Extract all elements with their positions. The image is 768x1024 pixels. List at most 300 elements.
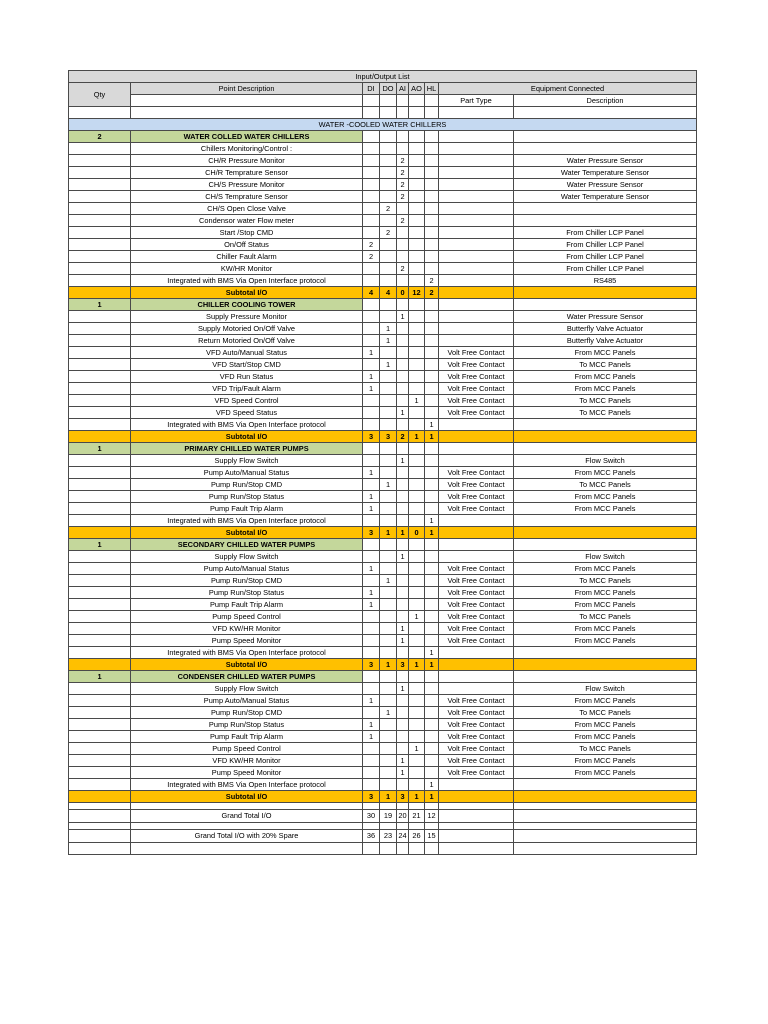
part-type-cell [439,167,514,179]
di-cell: 3 [363,431,380,443]
qty-cell [69,551,131,563]
empty-cell [380,823,397,830]
table-row [69,683,697,695]
equipment-description-cell [514,647,697,659]
hl-cell: 1 [425,659,439,671]
hl-cell [425,179,439,191]
do-cell [380,731,397,743]
part-type-cell [439,287,514,299]
di-cell: 36 [363,830,380,843]
do-cell [380,539,397,551]
ai-header: AI [397,83,409,95]
do-cell [380,719,397,731]
ai-cell: 2 [397,155,409,167]
equipment-description-cell: From MCC Panels [514,491,697,503]
point-description-cell: Pump Run/Stop CMD [131,707,363,719]
qty-cell [69,779,131,791]
part-type-cell: Volt Free Contact [439,467,514,479]
do-cell [380,167,397,179]
di-cell: 1 [363,347,380,359]
hl-cell: 1 [425,431,439,443]
table-row [69,215,697,227]
equipment-description-cell: Water Pressure Sensor [514,311,697,323]
ao-cell [409,251,425,263]
di-cell: 30 [363,810,380,823]
part-type-cell [439,311,514,323]
equipment-description-cell [514,659,697,671]
ao-cell [409,551,425,563]
hl-cell [425,683,439,695]
di-cell: 1 [363,491,380,503]
qty-cell [69,719,131,731]
part-type-cell: Volt Free Contact [439,599,514,611]
qty-cell [69,395,131,407]
do-cell [380,515,397,527]
do-cell: 2 [380,227,397,239]
ai-cell: 1 [397,311,409,323]
equipment-description-cell: From Chiller LCP Panel [514,227,697,239]
hl-cell [425,155,439,167]
ai-cell: 1 [397,767,409,779]
point-description-cell: VFD Start/Stop CMD [131,359,363,371]
ao-cell [409,563,425,575]
qty-cell [69,527,131,539]
part-type-cell: Volt Free Contact [439,707,514,719]
equipment-description-cell: To MCC Panels [514,575,697,587]
part-type-cell: Volt Free Contact [439,767,514,779]
part-type-cell [439,659,514,671]
ao-cell [409,335,425,347]
table-row [69,275,697,287]
part-type-cell [439,335,514,347]
equipment-description-cell: From MCC Panels [514,503,697,515]
equipment-description-cell [514,431,697,443]
point-description-cell: CH/S Pressure Monitor [131,179,363,191]
ao-cell [409,215,425,227]
qty-cell [69,335,131,347]
equipment-description-cell: To MCC Panels [514,359,697,371]
point-description-cell: Integrated with BMS Via Open Interface protocol [131,419,363,431]
hl-cell [425,215,439,227]
empty-cell [131,843,363,855]
qty-cell [69,755,131,767]
qty-cell [69,611,131,623]
point-description-header: Point Description [131,83,363,95]
qty-cell [69,743,131,755]
part-type-cell [439,227,514,239]
table-row [69,599,697,611]
subheader-row [69,95,697,107]
point-description-cell: Integrated with BMS Via Open Interface protocol [131,515,363,527]
point-description-cell: Grand Total I/O [131,810,363,823]
empty-cell [439,823,514,830]
hl-cell [425,443,439,455]
part-type-cell [439,443,514,455]
qty-cell [69,491,131,503]
point-description-cell: Pump Run/Stop Status [131,491,363,503]
table-row [69,155,697,167]
equipment-description-cell [514,515,697,527]
part-type-cell [439,419,514,431]
subtotal-row [69,527,697,539]
part-type-cell: Volt Free Contact [439,491,514,503]
do-cell [380,455,397,467]
equipment-description-cell: Butterfly Valve Actuator [514,323,697,335]
point-description-cell: Pump Auto/Manual Status [131,695,363,707]
ai-cell: 1 [397,755,409,767]
hl-cell [425,767,439,779]
io-list-table [68,70,697,855]
do-cell [380,647,397,659]
do-cell [380,779,397,791]
point-description-cell: VFD Speed Status [131,407,363,419]
do-header: DO [380,83,397,95]
equipment-description-cell [514,203,697,215]
di-cell [363,455,380,467]
table-row [69,479,697,491]
ai-cell [397,671,409,683]
table-row [69,227,697,239]
qty-cell [69,731,131,743]
di-cell [363,575,380,587]
point-description-cell: VFD Speed Control [131,395,363,407]
ai-cell [397,203,409,215]
di-cell [363,767,380,779]
qty-cell [69,179,131,191]
point-description-cell: SECONDARY CHILLED WATER PUMPS [131,539,363,551]
subtotal-row [69,659,697,671]
table-row [69,767,697,779]
table-row [69,719,697,731]
point-description-cell: Integrated with BMS Via Open Interface protocol [131,275,363,287]
ao-cell [409,239,425,251]
di-cell [363,215,380,227]
point-description-cell: Subtotal I/O [131,431,363,443]
spacer-row [69,803,697,810]
point-description-cell: VFD Trip/Fault Alarm [131,383,363,395]
qty-cell [69,191,131,203]
di-cell [363,179,380,191]
ao-cell [409,575,425,587]
hl-cell: 1 [425,779,439,791]
di-cell: 1 [363,719,380,731]
do-cell [380,503,397,515]
ai-cell [397,383,409,395]
part-type-cell [439,143,514,155]
di-cell: 4 [363,287,380,299]
empty-cell [131,803,363,810]
qty-cell [69,563,131,575]
point-description-cell: VFD KW/HR Monitor [131,755,363,767]
do-cell [380,299,397,311]
equipment-description-cell [514,791,697,803]
part-type-cell: Volt Free Contact [439,575,514,587]
point-description-cell: Supply Pressure Monitor [131,311,363,323]
table-row [69,695,697,707]
hl-cell [425,407,439,419]
ai-cell: 1 [397,455,409,467]
do-cell [380,251,397,263]
point-description-cell: Pump Run/Stop CMD [131,575,363,587]
ai-cell: 2 [397,179,409,191]
ai-cell: 2 [397,167,409,179]
ai-cell [397,371,409,383]
do-cell [380,635,397,647]
do-cell: 23 [380,830,397,843]
part-type-cell [439,791,514,803]
point-description-cell: VFD Auto/Manual Status [131,347,363,359]
do-cell: 1 [380,575,397,587]
ai-cell [397,707,409,719]
do-cell: 1 [380,707,397,719]
ai-cell [397,131,409,143]
qty-cell [69,143,131,155]
hl-cell [425,623,439,635]
ai-cell: 1 [397,407,409,419]
di-cell [363,167,380,179]
equipment-description-cell [514,830,697,843]
ai-cell: 1 [397,635,409,647]
equipment-description-cell: Flow Switch [514,455,697,467]
point-description-cell: Pump Speed Control [131,611,363,623]
part-type-cell: Volt Free Contact [439,359,514,371]
hl-cell [425,455,439,467]
hl-cell [425,371,439,383]
section-row [69,539,697,551]
ai-cell [397,251,409,263]
ao-cell [409,671,425,683]
qty-cell [69,227,131,239]
di-cell: 1 [363,563,380,575]
empty-cell [425,823,439,830]
ao-cell [409,275,425,287]
di-cell [363,335,380,347]
point-description-cell: On/Off Status [131,239,363,251]
empty-cell [439,803,514,810]
ai-cell: 1 [397,551,409,563]
table-row [69,143,697,155]
ao-cell [409,467,425,479]
qty-cell: 1 [69,299,131,311]
ai-cell: 3 [397,659,409,671]
table-row [69,203,697,215]
do-cell [380,623,397,635]
qty-cell [69,263,131,275]
point-description-cell: VFD KW/HR Monitor [131,623,363,635]
hl-cell [425,671,439,683]
ai-cell: 2 [397,215,409,227]
blank-row [69,843,697,855]
equipment-description-cell [514,215,697,227]
table-row [69,419,697,431]
point-description-cell: Pump Speed Control [131,743,363,755]
ai-cell: 1 [397,623,409,635]
qty-cell [69,431,131,443]
di-cell: 2 [363,239,380,251]
qty-cell [69,383,131,395]
hl-cell [425,395,439,407]
qty-cell [69,347,131,359]
equipment-description-cell: From MCC Panels [514,635,697,647]
ai-cell [397,587,409,599]
equipment-description-cell: From MCC Panels [514,587,697,599]
ai-cell [397,611,409,623]
do-cell: 1 [380,335,397,347]
part-type-cell: Volt Free Contact [439,719,514,731]
qty-cell [69,647,131,659]
hl-cell [425,467,439,479]
qty-cell [69,659,131,671]
point-description-cell: CH/S Temprature Sensor [131,191,363,203]
part-type-cell [439,275,514,287]
ao-cell [409,131,425,143]
ao-cell [409,359,425,371]
equipment-description-cell: To MCC Panels [514,395,697,407]
point-description-cell: CH/R Pressure Monitor [131,155,363,167]
do-cell [380,467,397,479]
ai-cell [397,779,409,791]
part-type-cell: Volt Free Contact [439,695,514,707]
hl-cell [425,383,439,395]
di-cell [363,299,380,311]
do-cell [380,599,397,611]
di-cell [363,443,380,455]
table-row [69,251,697,263]
part-type-cell: Volt Free Contact [439,635,514,647]
hl-cell [425,479,439,491]
equipment-description-cell [514,810,697,823]
ai-cell [397,743,409,755]
di-cell [363,647,380,659]
di-cell [363,395,380,407]
ao-cell: 1 [409,791,425,803]
hl-cell [425,503,439,515]
equipment-description-cell: To MCC Panels [514,479,697,491]
di-cell [363,419,380,431]
do-cell: 2 [380,203,397,215]
part-type-cell [439,431,514,443]
empty-cell [397,803,409,810]
equipment-description-cell: Water Temperature Sensor [514,167,697,179]
table-row [69,491,697,503]
part-type-cell: Volt Free Contact [439,731,514,743]
point-description-cell: Subtotal I/O [131,791,363,803]
ao-cell: 1 [409,611,425,623]
point-description-cell: VFD Run Status [131,371,363,383]
do-cell [380,143,397,155]
ao-cell [409,443,425,455]
equipment-description-cell [514,443,697,455]
ai-cell [397,347,409,359]
ai-cell [397,515,409,527]
equipment-description-cell: Water Temperature Sensor [514,191,697,203]
table-row [69,563,697,575]
equipment-description-cell: To MCC Panels [514,707,697,719]
empty-cell [69,803,131,810]
qty-cell: 2 [69,131,131,143]
ao-cell: 1 [409,431,425,443]
ai-cell [397,227,409,239]
di-cell: 2 [363,251,380,263]
di-cell [363,263,380,275]
empty-cell [363,803,380,810]
empty-cell [514,803,697,810]
point-description-cell: Pump Speed Monitor [131,767,363,779]
ao-cell [409,203,425,215]
do-cell [380,551,397,563]
di-cell: 1 [363,599,380,611]
ao-cell [409,407,425,419]
spacer-row [69,823,697,830]
part-type-cell [439,683,514,695]
part-type-cell [439,671,514,683]
ai-cell [397,599,409,611]
ai-cell: 1 [397,683,409,695]
hl-cell [425,359,439,371]
ai-cell: 1 [397,527,409,539]
do-cell [380,395,397,407]
point-description-cell: Pump Fault Trip Alarm [131,503,363,515]
qty-cell [69,587,131,599]
equipment-description-cell [514,779,697,791]
hl-cell [425,335,439,347]
di-cell [363,551,380,563]
empty-cell [409,843,425,855]
qty-cell [69,503,131,515]
do-cell [380,131,397,143]
empty-cell [409,803,425,810]
point-description-cell: Subtotal I/O [131,527,363,539]
part-type-cell: Volt Free Contact [439,611,514,623]
do-cell [380,743,397,755]
qty-cell [69,695,131,707]
qty-cell [69,419,131,431]
part-type-cell [439,779,514,791]
di-cell [363,311,380,323]
table-row [69,635,697,647]
hl-cell [425,551,439,563]
empty-cell [439,843,514,855]
banner-row [69,119,697,131]
equipment-description-cell: From MCC Panels [514,623,697,635]
ao-cell [409,707,425,719]
part-type-cell [439,179,514,191]
di-cell [363,203,380,215]
do-cell [380,671,397,683]
di-cell: 1 [363,467,380,479]
ai-cell [397,467,409,479]
hl-cell [425,191,439,203]
equipment-description-cell [514,671,697,683]
do-cell: 1 [380,479,397,491]
ai-cell [397,359,409,371]
equipment-description-cell: To MCC Panels [514,407,697,419]
empty-cell [69,843,131,855]
point-description-cell: Pump Speed Monitor [131,635,363,647]
equipment-description-cell: To MCC Panels [514,743,697,755]
table-row [69,311,697,323]
equipment-description-cell: From MCC Panels [514,371,697,383]
qty-cell [69,599,131,611]
qty-cell: 1 [69,539,131,551]
part-type-cell: Volt Free Contact [439,383,514,395]
ai-cell [397,299,409,311]
hl-cell [425,635,439,647]
section-row [69,671,697,683]
point-description-cell: Pump Run/Stop Status [131,719,363,731]
subtotal-row [69,431,697,443]
ai-cell [397,275,409,287]
